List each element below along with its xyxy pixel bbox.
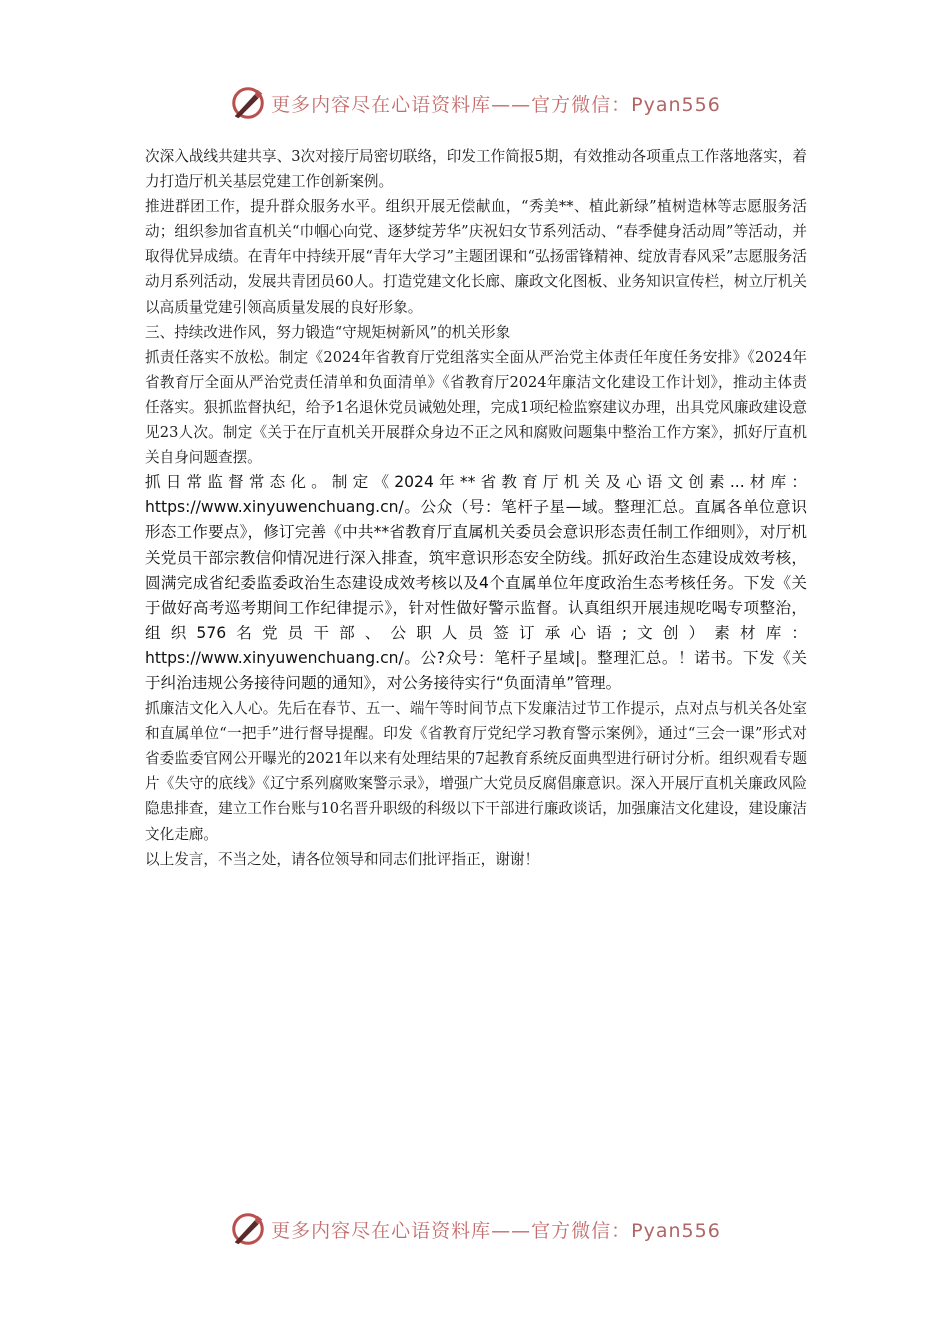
paragraph-1: 次深入战线共建共享、3次对接厅局密切联络，印发工作简报5期，有效推动各项重点工作落地落实，着力打造厅机关基层党建工作创新案例。	[145, 148, 807, 191]
paragraph-6: 抓廉洁文化入人心。先后在春节、五一、端午等时间节点下发廉洁过节工作提示，点对点与机关各处室和直属单位“一把手”进行督导提醒。印发《省教育厅党纪学习教育警示案例》，通过“三会一课”形式对省委监委官网公开曝光的2021年以来有处理结果的7起教育系统反面典型进行研讨分析。组织观看专题片《失守的底线》《辽宁系列腐败案警示录》，增强广大党员反腐倡廉意识。深入开展厅直机关廉政风险隐患排查，建立工作台账与10名晋升职级的科级以下干部进行廉政谈话，加强廉洁文化建设，建设廉洁文化走廊。	[145, 700, 807, 843]
watermark-wechat-id: Pyan556	[631, 93, 721, 116]
document-body	[145, 144, 807, 872]
paragraph-5: 抓日常监督常态化。制定《2024年**省教育厅机关及心语文创素...材库：https://www.xinyuwenchuang.cn/。公众（号：笔杆子星—域。整理汇总。直属各单位意识形态工作要点》，修订完善《中共**省教育厅直属机关委员会意识形态责任制工作细则》，对厅机关党员干部宗教信仰情况进行深入排查，筑牢意识形态安全防线。抓好政治生态建设成效考核，圆满完成省纪委监委政治生态建设成效考核以及4个直属单位年度政治生态考核任务。下发《关于做好高考巡考期间工作纪律提示》，针对性做好警示监督。认真组织开展违规吃喝专项整治，组织576名党员干部、公职人员签订承心语;文创）素材库：https://www.xinyuwenchuang.cn/。公?众号：笔杆子星域|。整理汇总。！诺书。下发《关于纠治违规公务接待问题的通知》，对公务接待实行“负面清单”管理。	[145, 473, 807, 692]
pen-circle-logo-icon	[229, 1210, 267, 1248]
paragraph-2: 推进群团工作，提升群众服务水平。组织开展无偿献血，“秀美**、植此新绿”植树造林等志愿服务活动；组织参加省直机关“巾帼心向党、逐梦绽芳华”庆祝妇女节系列活动、“春季健身活动周”等活动，并取得优异成绩。在青年中持续开展“青年大学习”主题团课和“弘扬雷锋精神、绽放青春风采”志愿服务活动月系列活动，发展共青团员60人。打造党建文化长廊、廉政文化图板、业务知识宣传栏，树立厅机关以高质量党建引领高质量发展的良好形象。	[145, 198, 807, 316]
watermark-footer	[0, 1206, 950, 1252]
section-heading-3: 三、持续改进作风，努力锻造“守规矩树新风”的机关形象	[145, 323, 511, 341]
watermark-label: 更多内容尽在心语资料库——官方微信：	[271, 93, 632, 116]
watermark-text	[271, 90, 721, 117]
watermark-text	[271, 1216, 721, 1243]
watermark-header	[0, 80, 950, 126]
watermark-label: 更多内容尽在心语资料库——官方微信：	[271, 1219, 632, 1242]
paragraph-4: 抓责任落实不放松。制定《2024年省教育厅党组落实全面从严治党主体责任年度任务安排》《2024年省教育厅全面从严治党责任清单和负面清单》《省教育厅2024年廉洁文化建设工作计划》，推动主体责任落实。狠抓监督执纪，给予1名退休党员诫勉处理，完成1项纪检监察建议办理，出具党风廉政建设意见23人次。制定《关于在厅直机关开展群众身边不正之风和腐败问题集中整治工作方案》，抓好厅直机关自身问题查摆。	[145, 348, 807, 467]
pen-circle-logo-icon	[229, 84, 267, 122]
closing-remark: 以上发言，不当之处，请各位领导和同志们批评指正，谢谢！	[145, 850, 540, 868]
watermark-wechat-id: Pyan556	[631, 1219, 721, 1242]
